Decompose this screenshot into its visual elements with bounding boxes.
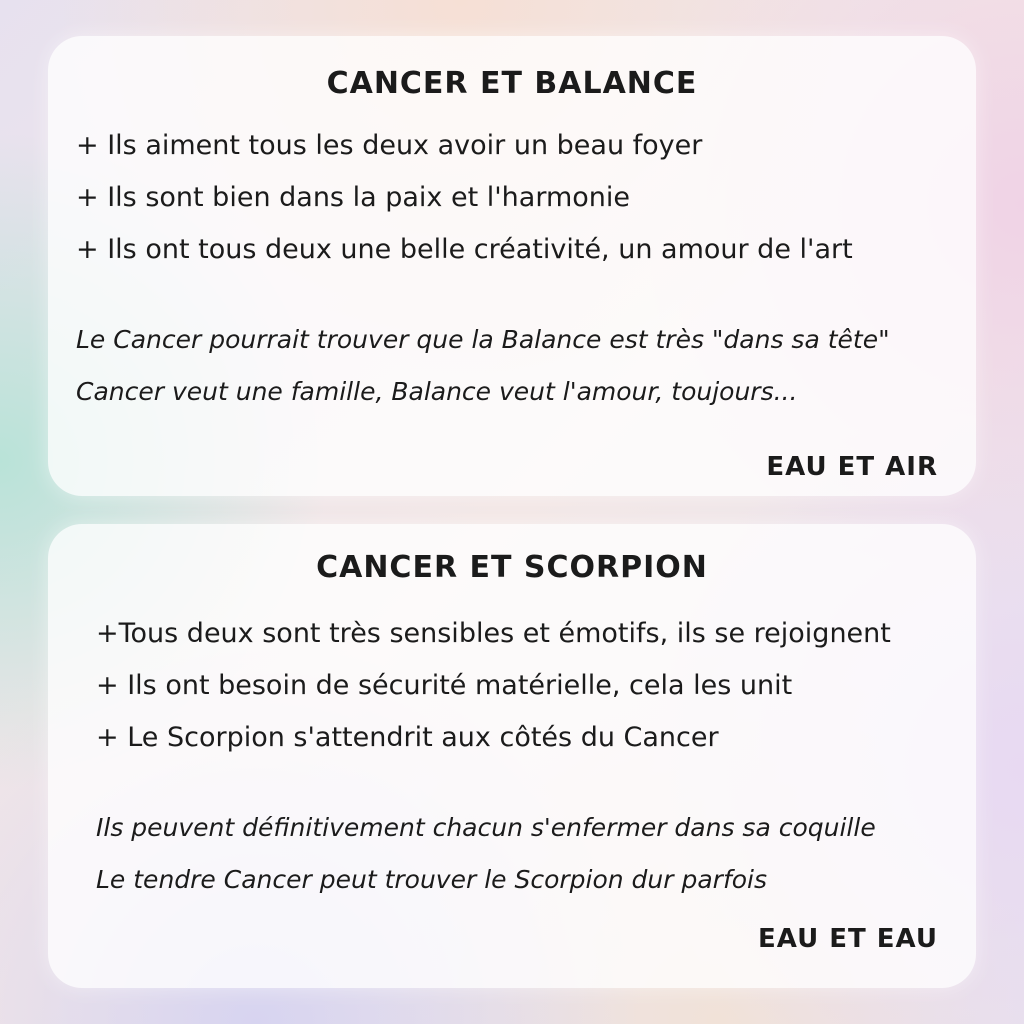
compatibility-card-cancer-balance bbox=[48, 36, 976, 496]
compatibility-card-cancer-scorpion bbox=[48, 524, 976, 988]
card-title: CANCER ET SCORPION bbox=[316, 550, 708, 585]
pro-item: +Tous deux sont très sensibles et émotifs, ils se rejoignent bbox=[96, 618, 891, 649]
con-item: Ils peuvent définitivement chacun s'enfermer dans sa coquille bbox=[96, 813, 876, 842]
con-item: Le Cancer pourrait trouver que la Balance est très "dans sa tête" bbox=[76, 325, 890, 354]
cons-list bbox=[96, 802, 876, 906]
pro-item: + Le Scorpion s'attendrit aux côtés du Cancer bbox=[96, 722, 719, 753]
pro-item: + Ils aiment tous les deux avoir un beau foyer bbox=[76, 130, 703, 161]
pro-item: + Ils ont tous deux une belle créativité, un amour de l'art bbox=[76, 234, 853, 265]
pros-list bbox=[96, 608, 891, 764]
element-label: EAU ET EAU bbox=[758, 924, 938, 954]
pro-item: + Ils ont besoin de sécurité matérielle, cela les unit bbox=[96, 670, 793, 701]
con-item: Cancer veut une famille, Balance veut l'amour, toujours... bbox=[76, 377, 798, 406]
cons-list bbox=[76, 314, 890, 418]
card-title: CANCER ET BALANCE bbox=[326, 66, 698, 101]
pros-list bbox=[76, 120, 853, 276]
pro-item: + Ils sont bien dans la paix et l'harmonie bbox=[76, 182, 630, 213]
element-label: EAU ET AIR bbox=[766, 452, 938, 482]
con-item: Le tendre Cancer peut trouver le Scorpion dur parfois bbox=[96, 865, 768, 894]
